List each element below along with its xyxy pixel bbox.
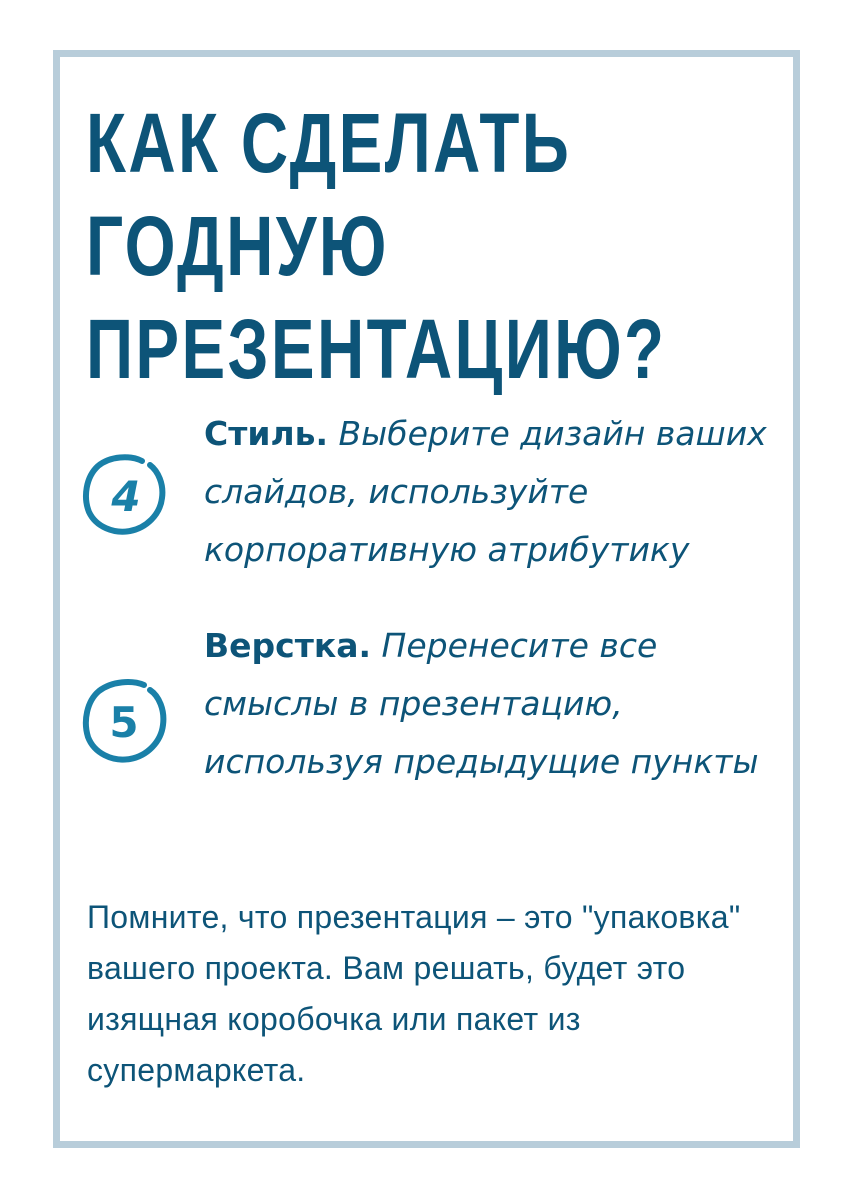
step-style-text [204, 405, 784, 579]
step-style-lead: Стиль. [204, 414, 329, 453]
page-title [86, 92, 667, 401]
title-line-3: ПРЕЗЕНТАЦИЮ? [86, 302, 667, 396]
svg-text:4: 4 [111, 472, 141, 521]
closing-note: Помните, что презентация – это "упаковка" вашего проекта. Вам решать, будет это изящная коробочка или пакет из супермаркета. [87, 899, 741, 1088]
title-line-2: ГОДНУЮ [86, 199, 389, 293]
title-line-1: КАК СДЕЛАТЬ [86, 96, 572, 190]
circled-number-4-icon [80, 451, 168, 539]
svg-text:5: 5 [109, 698, 139, 747]
step-style-body: Выберите дизайн ваших слайдов, используйте корпоративную атрибутику [204, 414, 767, 569]
step-layout-text [204, 617, 784, 791]
step-layout-body: Перенесите все смыслы в презентацию, используя предыдущие пункты [204, 626, 759, 781]
step-layout-lead: Верстка. [204, 626, 372, 665]
circled-number-5-icon [80, 677, 168, 765]
